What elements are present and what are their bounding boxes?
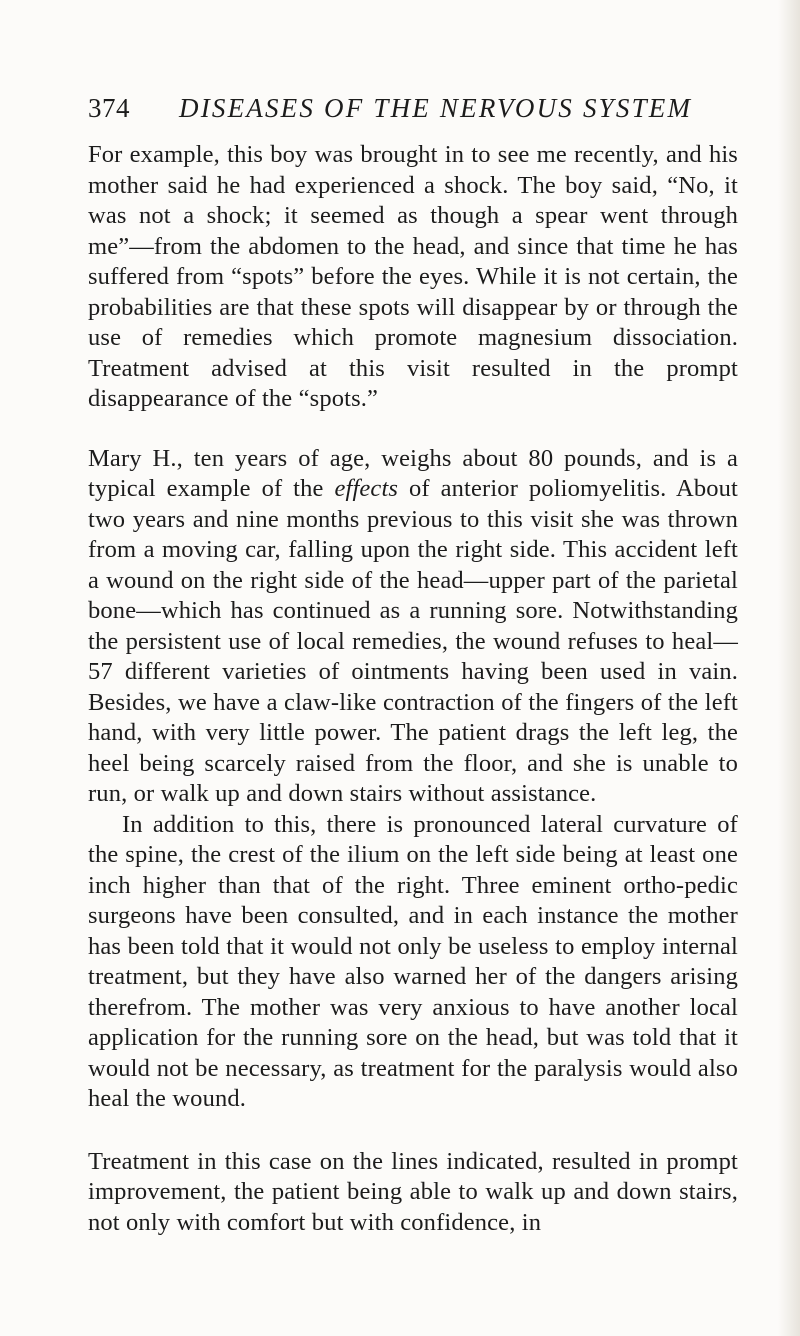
paragraph-boy-spots: For example, this boy was brought in to see me recently, and his mother said he had experienced a shock. The boy said, “No, it was not a shock; it seemed as though a spear went through me”—from the abdomen to the head, and since that time he has suffered from “spots” before the eyes. While it is not certain, the probabilities are that these spots will disappear by or through the use of remedies which promote magnesium dissociation. Treatment advised at this visit resulted in the prompt disappearance of the “spots.” (88, 141, 738, 412)
paragraph-mary-h (88, 444, 738, 810)
page-edge-shadow (778, 0, 800, 1336)
paragraph-mary-h-part1: Mary H., ten years of age, weighs about 80 pounds, and is a typical example of the (88, 444, 738, 502)
paragraph-treatment: Treatment in this case on the lines indicated, resulted in prompt improvement, the patient being able to walk up and down stairs, not only with comfort but with confidence, in (88, 1147, 738, 1236)
running-head: DISEASES OF THE NERVOUS SYSTEM (179, 93, 693, 123)
paragraph-spine-curvature: In addition to this, there is pronounced lateral curvature of the spine, the crest of the ilium on the left side being at least one inch higher than that of the right. Three eminent ortho-pedic surgeons have been consulted, and in each instance the mother has been told that it would not only be useless to employ internal treatment, but they have also warned her of the dangers arising therefrom. The mother was very anxious to have another local application for the running sore on the head, but was told that it would not be necessary, as treatment for the paralysis would also heal the wound. (88, 810, 738, 1112)
emphasis-effects: effects (334, 475, 399, 502)
paragraph-mary-h-part2: of anterior poliomyelitis. About two years and nine months previous to this visit she was thrown from a moving car, falling upon the right side. This accident left a wound on the right side of the head—upper part of the parietal bone—which has continued as a running sore. Notwithstanding the persistent use of local remedies, the wound refuses to heal—57 different varieties of ointments having been used in vain. Besides, we have a claw-like contraction of the fingers of the left hand, with very little power. The patient drags the left leg, the heel being scarcely raised from the floor, and she is unable to run, or walk up and down stairs without assistance. (88, 475, 738, 807)
page-header (88, 88, 730, 128)
page-number: 374 (88, 93, 130, 123)
body-text (88, 140, 738, 1238)
